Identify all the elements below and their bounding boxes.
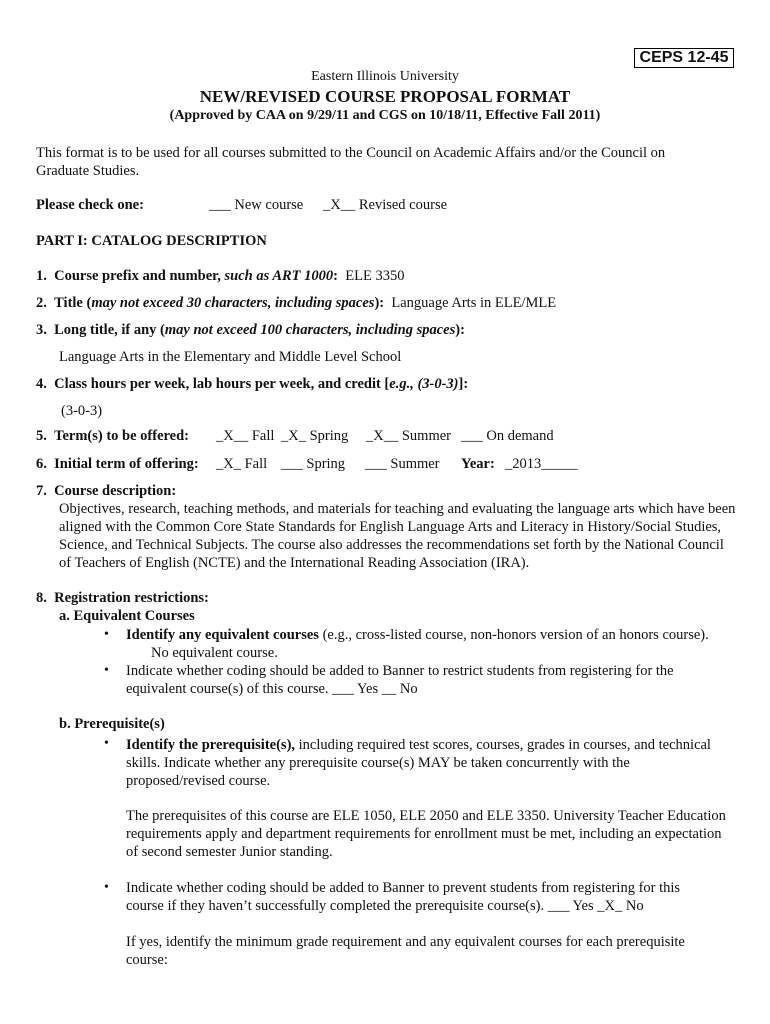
item-label-italic: such as ART 1000 [224, 268, 334, 284]
item-number: 5. [36, 428, 47, 444]
prerequisite-identify [126, 736, 726, 790]
university-name: Eastern Illinois University [311, 69, 459, 84]
item-number: 6. [36, 456, 47, 472]
term-fall-option[interactable]: _X__ Fall [216, 428, 275, 444]
item-5 [36, 428, 189, 445]
bullet-icon: • [104, 880, 109, 895]
bullet-icon: • [104, 736, 109, 751]
term-demand-option[interactable]: ___ On demand [461, 428, 554, 444]
initial-spring-option[interactable]: ___ Spring [281, 456, 346, 472]
credit-hours-value: (3-0-3) [61, 403, 103, 419]
check-label: Please check one: [36, 197, 144, 213]
course-description-text: Objectives, research, teaching methods, and materials for teaching and evaluating the language arts which have been aligned with the Common Core State Standards for English Language Arts and Literacy in History/Social Studies, Science, and Technical Subjects. The course also addresses the recommendations set forth by the National Council of Teachers of English (NCTE) and the International Reading Association (IRA). [59, 501, 736, 571]
title-value: Language Arts in ELE/MLE [391, 295, 557, 311]
item-number: 8. [36, 590, 47, 606]
item-label: Term(s) to be offered: [54, 428, 190, 444]
equivalent-identify-bold: Identify any equivalent courses [126, 627, 319, 643]
bullet-icon: • [104, 663, 109, 678]
form-title: NEW/REVISED COURSE PROPOSAL FORMAT [199, 87, 571, 106]
prerequisites-heading: b. Prerequisite(s) [59, 716, 165, 732]
form-code-badge: CEPS 12-45 [634, 48, 734, 68]
equivalent-coding-line1: Indicate whether coding should be added to Banner to restrict students from registering for the [126, 663, 674, 679]
item-label: Registration restrictions: [54, 590, 209, 606]
part1-heading: PART I: CATALOG DESCRIPTION [36, 233, 267, 249]
item-2 [36, 295, 556, 312]
long-title-value: Language Arts in the Elementary and Middle Level School [59, 349, 402, 365]
initial-fall-option[interactable]: _X_ Fall [216, 456, 268, 472]
item-number: 1. [36, 268, 47, 284]
course-number-value: ELE 3350 [345, 268, 405, 284]
bullet-icon: • [104, 627, 109, 642]
new-course-option[interactable]: ___ New course [209, 197, 304, 213]
item-4 [36, 376, 468, 393]
equivalent-identify-rest: (e.g., cross-listed course, non-honors version of an honors course). [318, 627, 709, 643]
item-label-end: ): [455, 322, 465, 338]
equivalent-coding-line2[interactable]: equivalent course(s) of this course. ___ Yes __ No [126, 681, 418, 697]
item-label: Long title, if any ( [54, 322, 165, 338]
prerequisite-coding-line2[interactable]: course if they haven’t successfully completed the prerequisite course(s). ___ Yes _X_ No [126, 898, 644, 914]
item-label-italic: may not exceed 30 characters, including spaces [91, 295, 375, 311]
item-number: 2. [36, 295, 47, 311]
item-colon: : [333, 268, 339, 284]
equivalent-answer: No equivalent course. [151, 645, 278, 661]
item-8 [36, 590, 209, 607]
equivalent-identify [126, 627, 709, 644]
item-number: 4. [36, 376, 47, 392]
item-7 [36, 483, 176, 500]
item-label: Title ( [54, 295, 92, 311]
initial-summer-option[interactable]: ___ Summer [365, 456, 440, 472]
item-number: 3. [36, 322, 47, 338]
prerequisite-coding-line1: Indicate whether coding should be added to Banner to prevent students from registering for this [126, 880, 681, 896]
item-label: Class hours per week, lab hours per week, and credit [ [54, 376, 390, 392]
min-grade-instruction: If yes, identify the minimum grade requirement and any equivalent courses for each prerequisite course: [126, 934, 685, 968]
prerequisite-answer: The prerequisites of this course are ELE 1050, ELE 2050 and ELE 3350. University Teacher Education requirements apply and department requirements for enrollment must be met, including an expectation of second semester Junior standing. [126, 808, 726, 860]
term-summer-option[interactable]: _X__ Summer [366, 428, 451, 444]
item-label-end: ): [374, 295, 385, 311]
intro-paragraph: This format is to be used for all courses submitted to the Council on Academic Affairs and/or the Council on Graduate Studies. [36, 145, 666, 179]
item-number: 7. [36, 483, 47, 499]
item-label: Course prefix and number, [54, 268, 225, 284]
prerequisite-identify-rest: including required test scores, courses, grades in courses, and technical skills. Indicate whether any prerequisite course(s) MAY be taken concurrently with the proposed/revised course. [126, 737, 711, 789]
equivalent-courses-heading: a. Equivalent Courses [59, 608, 195, 624]
item-label: Initial term of offering: [54, 456, 199, 472]
item-label-end: ]: [458, 376, 469, 392]
term-spring-option[interactable]: _X_ Spring [281, 428, 349, 444]
prerequisite-identify-bold: Identify the prerequisite(s), [126, 737, 296, 753]
item-1 [36, 268, 404, 285]
item-label-italic: e.g., (3-0-3) [389, 376, 459, 392]
item-label: Course description: [54, 483, 177, 499]
item-6 [36, 456, 199, 473]
revised-course-option[interactable]: _X__ Revised course [323, 197, 448, 213]
item-3 [36, 322, 465, 339]
approval-note: (Approved by CAA on 9/29/11 and CGS on 10/18/11, Effective Fall 2011) [169, 108, 601, 123]
year-label: Year: [461, 456, 495, 472]
year-value[interactable]: _2013_____ [505, 456, 578, 472]
item-label-italic: may not exceed 100 characters, including spaces [164, 322, 456, 338]
